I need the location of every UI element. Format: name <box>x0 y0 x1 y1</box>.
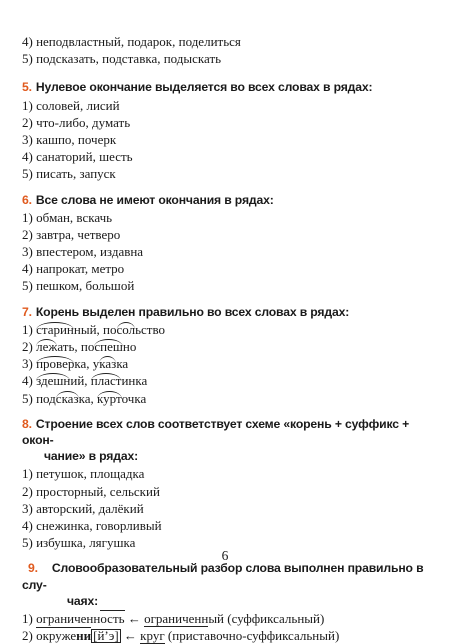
question-text: Словообразовательный разбор слова выполнен правильно в слу- <box>22 561 424 592</box>
morph-prefix-stem: окруже <box>36 628 77 644</box>
option-line: 5) пешком, большой <box>22 278 135 294</box>
task-question <box>22 304 434 320</box>
option-line <box>22 321 434 338</box>
root-marked: спеш <box>94 339 123 355</box>
word-part: ка <box>116 356 129 372</box>
question-text: Нулевое окончание выделяется во всех словах в рядах: <box>35 80 373 95</box>
question-text: Все слова не имеют окончания в рядах: <box>35 192 274 207</box>
option-number: 2) <box>22 628 37 644</box>
word-part: под <box>36 390 56 406</box>
word-part: ка <box>74 356 87 372</box>
root-marked: провер <box>36 356 75 372</box>
word-part: 5) <box>22 390 37 406</box>
morph-ending: [й’э] <box>93 628 119 644</box>
morph-suffix: ни <box>76 628 92 644</box>
word-part: но <box>122 339 137 355</box>
option-line: 4) напрокат, метро <box>22 261 125 277</box>
question-text: Строение всех слов соответствует схеме «корень + суффикс + окон- <box>22 416 410 447</box>
word-part: 4) <box>22 373 37 389</box>
task-7 <box>22 304 434 407</box>
morph-note: (приставочно-суффиксальный) <box>164 628 340 644</box>
task-9 <box>22 560 434 644</box>
word-part: по <box>103 321 117 337</box>
root-marked: сказ <box>55 390 79 406</box>
option-number: 1) <box>22 610 37 626</box>
question-text: Корень выделен правильно во всех словах в рядах: <box>35 304 350 319</box>
page-number: 6 <box>221 548 229 563</box>
task-question <box>22 416 434 465</box>
option-line: 1) петушок, площадка <box>22 466 145 482</box>
morph-base: ограниченн <box>144 610 209 626</box>
task-8 <box>22 416 434 552</box>
word-part: ий <box>70 373 85 389</box>
root-marked: здешн <box>36 373 71 389</box>
morph-ending: ый <box>208 610 225 626</box>
task-5 <box>22 79 434 182</box>
option-line: 1) обман, вскачь <box>22 209 113 225</box>
word-part: очка <box>121 390 147 406</box>
morph-note: (суффиксальный) <box>224 610 325 626</box>
task-number: 7. <box>22 304 32 319</box>
root-marked: сол <box>116 321 136 337</box>
option-line: 5) избушка, лягушка <box>22 535 136 551</box>
option-line: 5) подсказать, подставка, подыскать <box>22 51 222 67</box>
morph-suffix: ость <box>100 610 125 626</box>
word-part: у <box>92 356 100 372</box>
option-line: 2) просторный, сельский <box>22 483 160 499</box>
word-part: , <box>86 356 93 372</box>
option-line <box>22 338 434 355</box>
root-marked: курт <box>96 390 122 406</box>
option-line: 2) завтра, четверо <box>22 226 121 242</box>
word-part: ать <box>57 339 75 355</box>
task-number: 5. <box>22 80 32 95</box>
option-line: 4) снежинка, говорливый <box>22 517 162 533</box>
option-line: 4) санаторий, шесть <box>22 149 133 165</box>
option-line <box>22 355 434 372</box>
task-question <box>22 79 434 95</box>
task-number: 8. <box>22 416 32 431</box>
option-line: 3) авторский, далёкий <box>22 500 144 516</box>
option-line-morph-1 <box>22 610 434 627</box>
word-part: инка <box>121 373 148 389</box>
word-part: по <box>80 339 95 355</box>
option-line: 1) соловей, лисий <box>22 97 120 113</box>
option-line <box>22 390 434 407</box>
task-question <box>22 560 434 609</box>
option-line <box>22 372 434 389</box>
derivation-arrow: ← <box>124 610 145 626</box>
word-part: 2) <box>22 339 37 355</box>
word-part: ка <box>78 390 91 406</box>
derivation-arrow: ← <box>120 628 141 644</box>
option-line: 3) впестером, издавна <box>22 244 144 260</box>
option-line: 5) писать, запуск <box>22 166 116 182</box>
task-number: 9. <box>28 561 38 576</box>
question-text-continued: чаях: <box>67 593 99 608</box>
option-line: 3) кашпо, почерк <box>22 131 117 147</box>
word-part: ьство <box>135 321 166 337</box>
word-part: , <box>74 339 81 355</box>
root-marked: каз <box>99 356 117 372</box>
root-marked: леж <box>36 339 58 355</box>
word-part: , <box>84 373 91 389</box>
word-part: , <box>96 321 104 337</box>
morph-stem: ограниченн <box>36 610 101 626</box>
question-text-continued: чание» в рядах: <box>44 449 139 464</box>
option-line-morph-2 <box>22 627 434 644</box>
word-part: ный <box>73 321 97 337</box>
morph-base: круг <box>140 628 165 644</box>
task-number: 6. <box>22 192 32 207</box>
task-6 <box>22 192 434 295</box>
root-marked: старин <box>36 321 74 337</box>
word-part: 1) <box>22 321 37 337</box>
root-marked: пласт <box>90 373 122 389</box>
option-line: 2) что-либо, думать <box>22 114 131 130</box>
option-line: 4) неподвластный, подарок, поделиться <box>22 34 241 49</box>
word-part: 3) <box>22 356 37 372</box>
word-part: , <box>90 390 97 406</box>
task-question <box>22 192 434 208</box>
